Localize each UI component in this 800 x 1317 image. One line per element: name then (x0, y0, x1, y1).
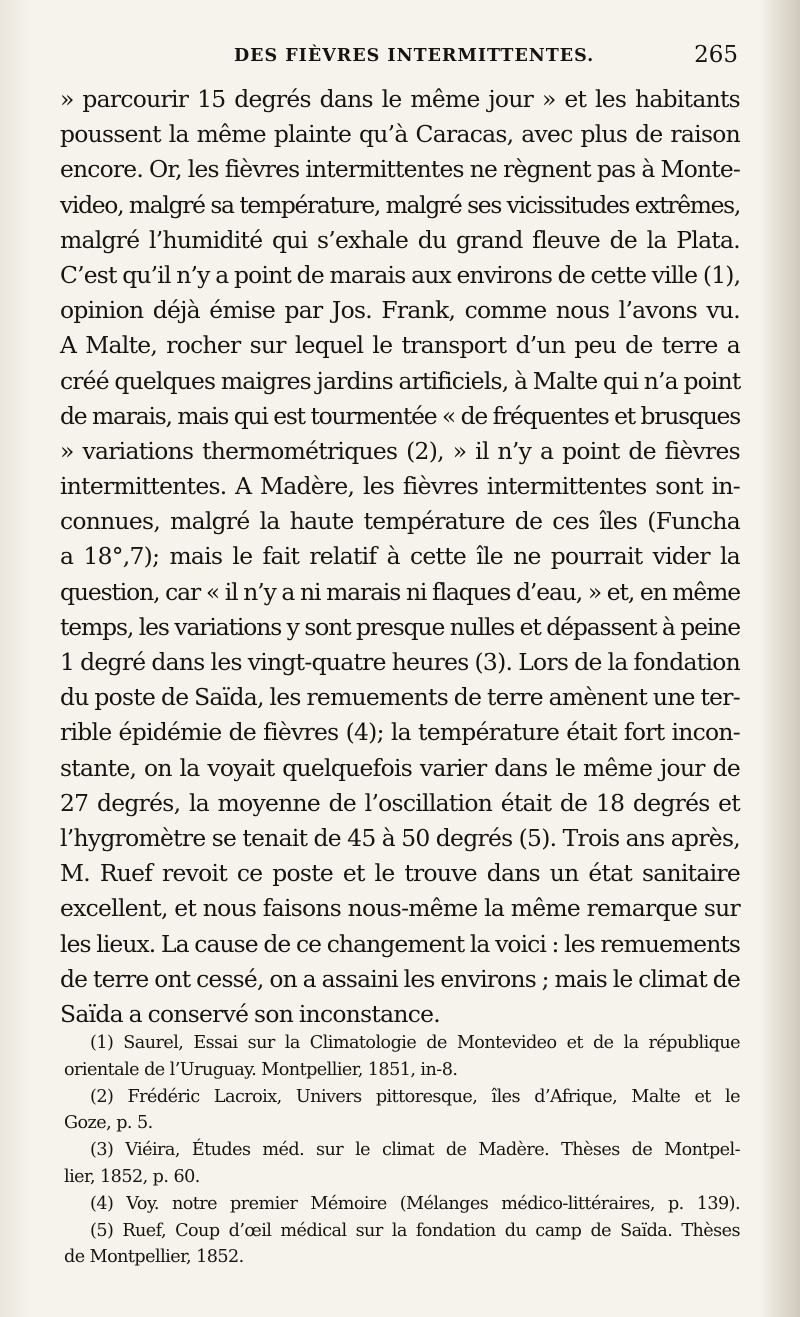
text-line: opinion déjà émise par Jos. Frank, comme nous l’avons vu. (60, 296, 740, 325)
text-line: encore. Or, les fièvres intermittentes ne règnent pas à Monte- (60, 155, 740, 184)
text-line: A Malte, rocher sur lequel le transport d’un peu de terre a (60, 331, 740, 360)
text-line: C’est qu’il n’y a point de marais aux environs de cette ville (1), (60, 260, 741, 289)
footnote-line: orientale de l’Uruguay. Montpellier, 1851, in-8. (64, 1059, 458, 1080)
footnote-line: (1) Saurel, Essai sur la Climatologie de Montevideo et de la république (90, 1033, 740, 1053)
text-line: malgré l’humidité qui s’exhale du grand fleuve de la Plata. (60, 225, 740, 254)
footnote-line: Goze, p. 5. (64, 1113, 153, 1134)
text-line: intermittentes. A Madère, les fièvres intermittentes sont in- (60, 472, 740, 501)
text-line: créé quelques maigres jardins artificiels, à Malte qui n’a point (60, 366, 741, 395)
page-header (62, 42, 738, 76)
text-line: rible épidémie de fièvres (4); la température était fort incon- (60, 718, 740, 747)
footnote-line: lier, 1852, p. 60. (64, 1166, 200, 1187)
text-line: poussent la même plainte qu’à Caracas, avec plus de raison (60, 120, 740, 149)
footnotes (64, 1030, 740, 1271)
text-line: video, malgré sa température, malgré ses vicissitudes extrêmes, (60, 190, 740, 219)
footnote-line: (4) Voy. notre premier Mémoire (Mélanges médico-littéraires, p. 139). (90, 1193, 740, 1214)
text-line: du poste de Saïda, les remuements de terre amènent une ter- (60, 683, 740, 712)
text-line: excellent, et nous faisons nous-même la même remarque sur (60, 894, 740, 923)
footnote-line: (5) Ruef, Coup d’œil médical sur la fondation du camp de Saïda. Thèses (90, 1220, 740, 1241)
footnote-line: de Montpellier, 1852. (64, 1247, 244, 1268)
text-line: de terre ont cessé, on a assaini les environs ; mais le climat de (60, 964, 740, 993)
text-line: stante, on la voyait quelquefois varier dans le même jour de (60, 753, 740, 782)
text-line: » parcourir 15 degrés dans le même jour » et les habitants (60, 85, 740, 113)
text-line: a 18°,7); mais le fait relatif à cette île ne pourrait vider la (60, 542, 740, 571)
text-line: temps, les variations y sont presque nulles et dépassent à peine (60, 612, 740, 641)
text-line: Saïda a conservé son inconstance. (60, 999, 441, 1028)
text-line: 27 degrés, la moyenne de l’oscillation était de 18 degrés et (60, 788, 740, 817)
text-line: de marais, mais qui est tourmentée « de fréquentes et brusques (60, 401, 740, 430)
text-line: question, car « il n’y a ni marais ni flaques d’eau, » et, en même (60, 577, 740, 606)
text-line: 1 degré dans les vingt-quatre heures (3). Lors de la fondation (60, 648, 740, 676)
running-title: DES FIÈVRES INTERMITTENTES. (234, 46, 595, 66)
text-line: connues, malgré la haute température de ces îles (Funcha (60, 507, 740, 536)
text-line: » variations thermométriques (2), » il n’y a point de fièvres (60, 436, 740, 465)
text-line: M. Ruef revoit ce poste et le trouve dans un état sanitaire (60, 859, 740, 888)
footnote-line: (3) Viéira, Études méd. sur le climat de Madère. Thèses de Montpel- (90, 1140, 740, 1161)
page-number: 265 (694, 42, 738, 68)
main-text (60, 82, 740, 1032)
text-line: les lieux. La cause de ce changement la voici : les remuements (60, 929, 740, 958)
footnote-line: (2) Frédéric Lacroix, Univers pittoresque, îles d’Afrique, Malte et le (90, 1086, 740, 1107)
text-line: l’hygromètre se tenait de 45 à 50 degrés (5). Trois ans après, (60, 823, 740, 852)
